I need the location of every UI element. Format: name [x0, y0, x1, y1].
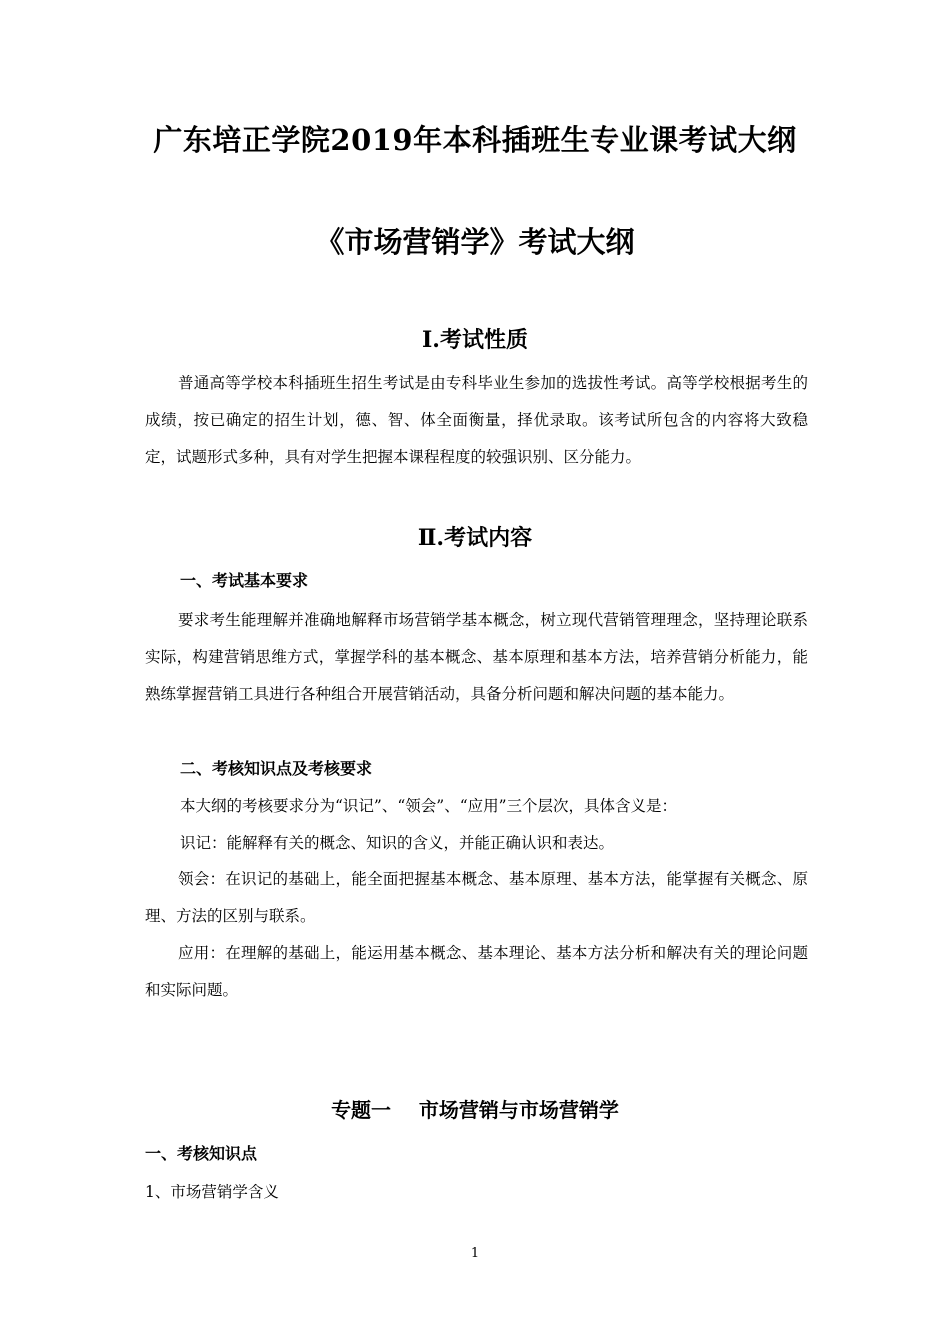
- document-title: 广东培正学院2019年本科插班生专业课考试大纲: [153, 123, 797, 157]
- subheading-knowledge-points: 二、考核知识点及考核要求: [180, 759, 373, 778]
- apply-definition: 应用：在理解的基础上，能运用基本概念、基本理论、基本方法分析和解决有关的理论问题和实际问题。: [145, 944, 808, 999]
- basic-requirements-paragraph: 要求考生能理解并准确地解释市场营销学基本概念，树立现代营销管理理念，坚持理论联系实际，构建营销思维方式，掌握学科的基本概念、基本原理和基本方法，培养营销分析能力，能熟练掌握营销工具进行各种组合开展营销活动，具备分析问题和解决问题的基本能力。: [145, 611, 808, 703]
- requirements-intro-line: 本大纲的考核要求分为“识记”、“领会”、“应用”三个层次，具体含义是：: [180, 797, 678, 815]
- topic-one-subheading: 一、考核知识点: [145, 1144, 258, 1163]
- topic-one-heading: 专题一 市场营销与市场营销学: [331, 1098, 619, 1122]
- exam-nature-paragraph: 普通高等学校本科插班生招生考试是由专科毕业生参加的选拔性考试。高等学校根据考生的成绩，按已确定的招生计划，德、智、体全面衡量，择优录取。该考试所包含的内容将大致稳定，试题形式多种，具有对学生把握本课程程度的较强识别、区分能力。: [145, 374, 808, 466]
- subheading-basic-requirements: 一、考试基本要求: [180, 571, 309, 590]
- document-subtitle: 《市场营销学》考试大纲: [315, 225, 635, 259]
- topic-one-item-1: 1、市场营销学含义: [145, 1183, 279, 1201]
- section-heading-exam-content: Ⅱ.考试内容: [417, 525, 533, 551]
- section-heading-exam-nature: Ⅰ.考试性质: [422, 327, 528, 353]
- page-number: 1: [470, 1246, 480, 1261]
- memorize-definition: 识记：能解释有关的概念、知识的含义，并能正确认识和表达。: [180, 834, 615, 852]
- understand-definition: 领会：在识记的基础上，能全面把握基本概念、基本原理、基本方法，能掌握有关概念、原理、方法的区别与联系。: [145, 870, 808, 925]
